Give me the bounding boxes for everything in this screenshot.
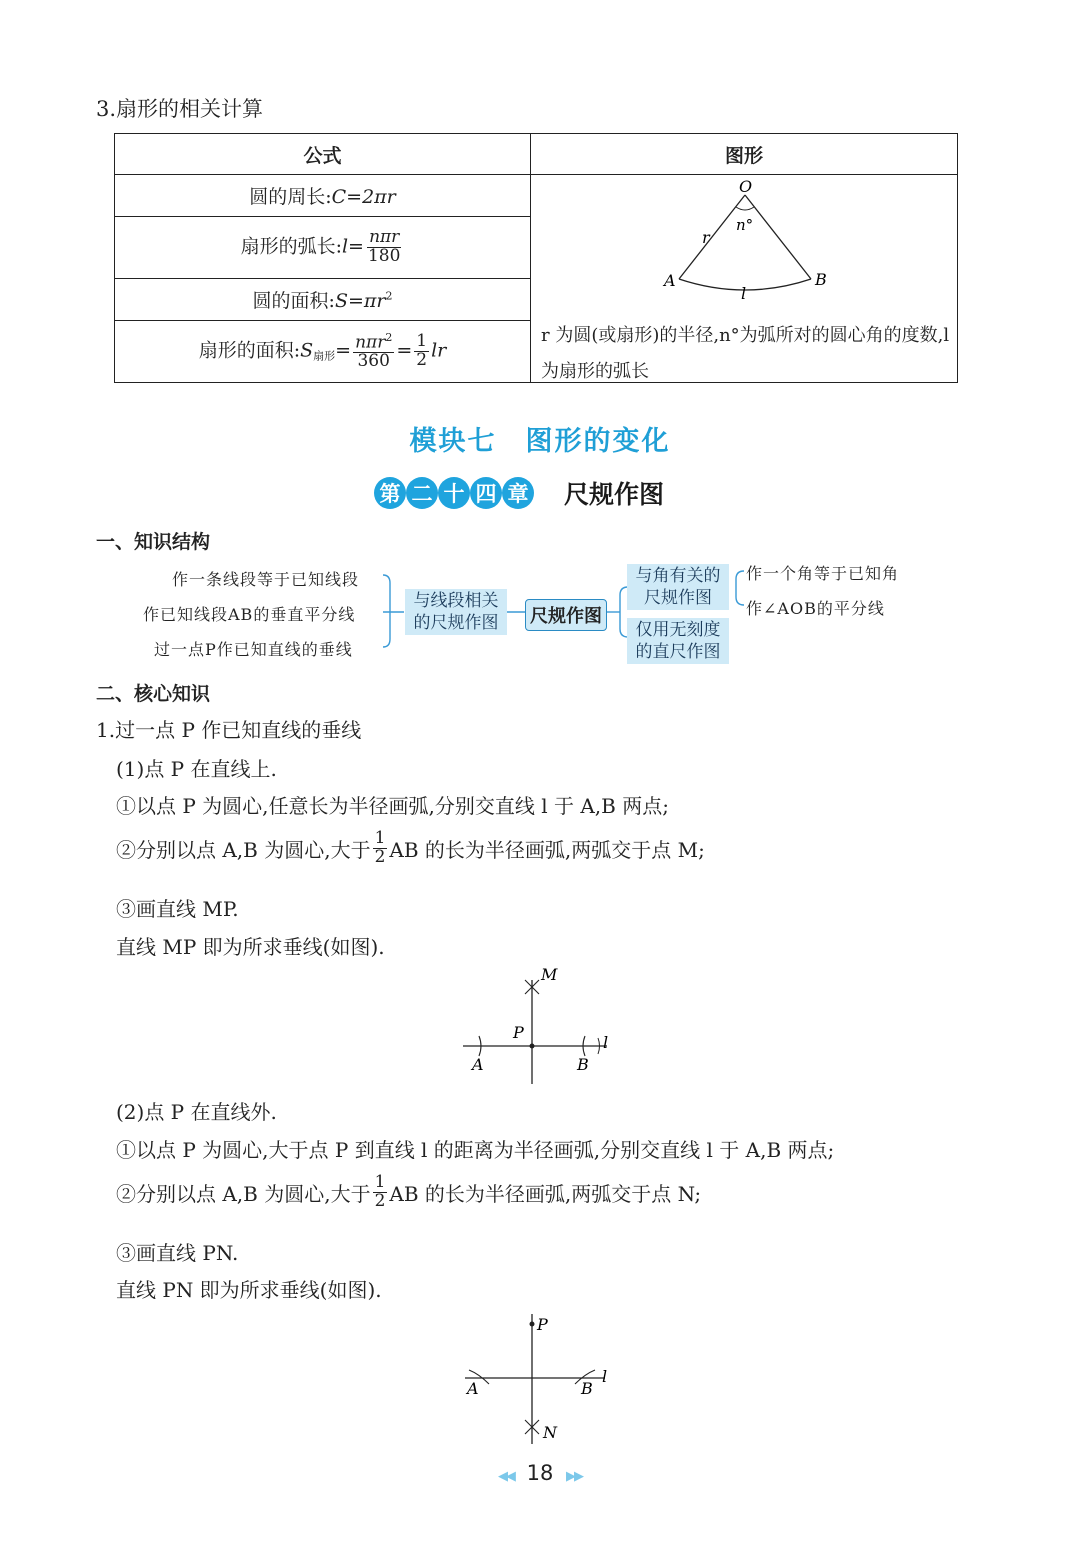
tree-connector-right (728, 563, 748, 613)
figure-description: r 为圆(或扇形)的半径,n°为弧所对的圆心角的度数,l 为扇形的弧长 (541, 325, 950, 382)
perpendicular-figure-1 (455, 962, 625, 1087)
case1-step1: ①以点 P 为圆心,任意长为半径画弧,分别交直线 l 于 A,B 两点; (116, 794, 669, 818)
svg-text:P: P (513, 1023, 524, 1042)
case1-step3: ③画直线 MP. (116, 897, 239, 921)
label-B: B (815, 270, 827, 289)
tree-leaf: 作∠AOB的平分线 (746, 599, 885, 618)
tree-leaf: 作已知线段AB的垂直平分线 (143, 605, 356, 624)
col-header-formula: 公式 (115, 134, 531, 175)
left-arrows-icon: ◀◀ (497, 1469, 514, 1484)
svg-text:l: l (603, 1033, 609, 1052)
chapter-heading (374, 475, 664, 511)
tree-box-ruler: 仅用无刻度 的直尺作图 (627, 618, 729, 664)
part2-title: 二、核心知识 (96, 683, 211, 705)
tree-center-node: 尺规作图 (525, 599, 607, 631)
case1-step2: ②分别以点 A,B 为圆心,大于 $\frac{1}{2}$ AB 的长为半径画弧,两弧交于点 M; (116, 828, 705, 867)
tree-box-segment: 与线段相关 的尺规作图 (405, 589, 507, 635)
tree-leaf: 作一个角等于已知角 (746, 564, 900, 583)
chapter-char: 二 (406, 477, 438, 509)
case1-conclusion: 直线 MP 即为所求垂线(如图). (116, 935, 385, 959)
svg-text:B: B (577, 1055, 589, 1074)
svg-text:A: A (467, 1379, 479, 1398)
case2-conclusion: 直线 PN 即为所求垂线(如图). (116, 1278, 382, 1302)
svg-text:P: P (537, 1315, 548, 1334)
chapter-name: 尺规作图 (564, 480, 665, 509)
label-O: O (739, 177, 753, 196)
svg-text:B: B (581, 1379, 593, 1398)
label-n-degree: n° (736, 216, 754, 234)
figure-cell (531, 175, 958, 383)
part1-title: 一、知识结构 (96, 531, 211, 553)
case2-step2: ②分别以点 A,B 为圆心,大于 $\frac{1}{2}$ AB 的长为半径画弧,两弧交于点 N; (116, 1172, 702, 1211)
case2-step1: ①以点 P 为圆心,大于点 P 到直线 l 的距离为半径画弧,分别交直线 l 于 A,B 两点; (116, 1138, 835, 1162)
formula-circumference: 圆的周长:C=2πr (115, 175, 531, 217)
case1-title: (1)点 P 在直线上. (116, 757, 277, 781)
chapter-char: 第 (374, 477, 406, 509)
svg-text:A: A (472, 1055, 484, 1074)
chapter-char: 十 (438, 477, 470, 509)
perpendicular-figure-2 (455, 1308, 625, 1448)
right-arrows-icon: ▶▶ (566, 1469, 583, 1484)
label-r: r (702, 228, 710, 247)
svg-text:M: M (541, 965, 558, 984)
case2-step3: ③画直线 PN. (116, 1241, 239, 1265)
tree-leaf: 过一点P作已知直线的垂线 (154, 640, 353, 659)
chapter-char: 章 (502, 477, 534, 509)
chapter-char: 四 (470, 477, 502, 509)
case2-title: (2)点 P 在直线外. (116, 1100, 277, 1124)
formula-sector-area: 扇形的面积$:S_{扇形}=$ $\frac{n\pi r^2}{360}$ = $\frac{1}{2}$ lr (115, 321, 531, 383)
module-title: 模块七 图形的变化 (409, 426, 671, 457)
item1-title: 1.过一点 P 作已知直线的垂线 (96, 718, 362, 742)
label-l: l (741, 284, 747, 303)
sector-formula-table (114, 133, 958, 383)
tree-box-angle: 与角有关的 尺规作图 (627, 564, 729, 610)
formula-arc-length: 扇形的弧长:l= $\frac{\text{nπr}}{180}$ (115, 217, 531, 279)
svg-text:l: l (602, 1367, 608, 1386)
svg-text:N: N (543, 1423, 557, 1442)
tree-leaf: 作一条线段等于已知线段 (172, 570, 360, 589)
formula-circle-area: 圆的面积$:S=\pi r^2$ (115, 279, 531, 321)
section-title: 3.扇形的相关计算 (96, 97, 264, 121)
page-number: ◀◀ 18 ▶▶ (497, 1461, 583, 1485)
col-header-figure: 图形 (531, 134, 958, 175)
label-A: A (664, 271, 676, 290)
